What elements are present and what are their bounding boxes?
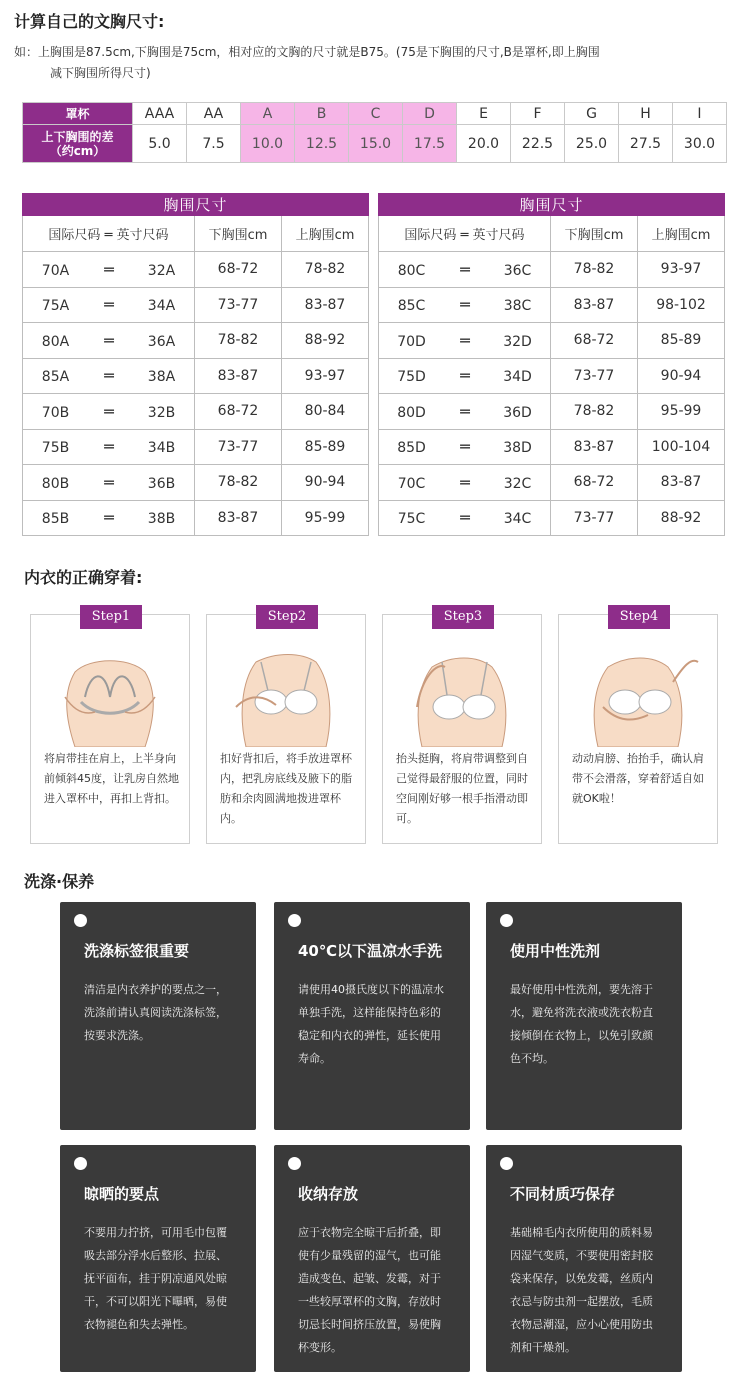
calc-title: 计算自己的文胸尺寸:: [14, 12, 165, 31]
care-card-body: 请使用40摄氏度以下的温凉水单独手洗，这样能保持色彩的稳定和内衣的弹性，延长使用寿命。: [298, 983, 444, 1065]
diff-cell: 22.5: [511, 125, 565, 163]
cup-difference-table: [22, 102, 727, 163]
eq-sign: ═: [460, 437, 469, 457]
inch-size: 38D: [503, 440, 532, 457]
step-badge: Step4: [608, 605, 670, 629]
step4-illustration: [573, 637, 703, 747]
size-row: [23, 323, 369, 359]
care-title: 洗涤·保养: [24, 872, 95, 891]
under-bust-cell: 78-82: [195, 465, 282, 501]
size-row: [23, 358, 369, 394]
bullet-icon: [74, 914, 87, 927]
under-bust-cell: 78-82: [551, 394, 638, 430]
size-table-header: [23, 216, 369, 252]
intl-size: 70C: [397, 475, 426, 492]
diff-cell: 25.0: [565, 125, 619, 163]
under-bust-cell: 68-72: [551, 465, 638, 501]
size-row: [379, 500, 725, 536]
size-intl-inch-cell: [23, 323, 195, 359]
size-table-left: [22, 193, 369, 536]
step-text: 抬头挺胸，将肩带调整到自己觉得最舒服的位置，同时空间刚好够一根手指滑动即可。: [396, 752, 528, 825]
over-bust-cell: 90-94: [282, 465, 369, 501]
diff-row: [23, 125, 727, 163]
step-text: 将肩带挂在肩上，上半身向前倾斜45度，让乳房自然地进入罩杯中，再扣上背扣。: [44, 752, 179, 805]
cup-row: [23, 103, 727, 125]
intl-size: 75A: [41, 298, 70, 315]
size-table-title: 胸围尺寸: [379, 194, 725, 216]
over-bust-cell: 83-87: [282, 287, 369, 323]
size-intl-inch-cell: [379, 465, 551, 501]
intl-size: 80B: [41, 475, 70, 492]
under-bust-cell: 73-77: [551, 358, 638, 394]
intl-size: 85C: [397, 298, 426, 315]
under-bust-cell: 68-72: [195, 394, 282, 430]
step1-illustration: [45, 637, 175, 747]
over-bust-cell: 88-92: [638, 500, 725, 536]
over-bust-cell: 95-99: [638, 394, 725, 430]
col-inch: 英寸尺码: [472, 228, 525, 243]
size-intl-inch-cell: [23, 500, 195, 536]
over-bust-cell: 93-97: [282, 358, 369, 394]
care-card-title: 晾晒的要点: [84, 1185, 160, 1203]
size-row: [23, 394, 369, 430]
col-over: 上胸围cm: [638, 216, 725, 252]
under-bust-cell: 68-72: [195, 252, 282, 288]
size-intl-inch-cell: [379, 394, 551, 430]
bullet-icon: [288, 1157, 301, 1170]
inch-size: 32A: [147, 262, 176, 279]
over-bust-cell: 88-92: [282, 323, 369, 359]
care-card-title: 40℃以下温凉水手洗: [298, 942, 443, 960]
inch-size: 32D: [503, 333, 532, 350]
inch-size: 34A: [147, 298, 176, 315]
under-bust-cell: 83-87: [551, 287, 638, 323]
size-intl-inch-cell: [23, 287, 195, 323]
eq-sign: ═: [104, 437, 113, 457]
inch-size: 36D: [503, 404, 532, 421]
size-row: [379, 465, 725, 501]
diff-label-b: （约cm）: [49, 143, 106, 158]
eq-sign: ═: [104, 401, 113, 421]
eq-sign: ═: [460, 472, 469, 492]
eq-sign: ═: [460, 259, 469, 279]
care-card-title: 使用中性洗剂: [510, 942, 601, 960]
size-row: [379, 394, 725, 430]
diff-cell: 10.0: [241, 125, 295, 163]
intl-size: 75C: [397, 511, 426, 528]
diff-label-a: 上下胸围的差: [41, 129, 114, 144]
size-row: [23, 429, 369, 465]
step-badge: Step3: [432, 605, 494, 629]
intl-size: 80D: [397, 404, 426, 421]
intl-size: 70B: [41, 404, 70, 421]
care-card-body: 不要用力拧挤，可用毛巾包覆吸去部分浮水后整形、拉展、抚平面布，挂于阴凉通风处晾干，不可以阳光下曝晒，易使衣物褪色和失去弹性。: [84, 1226, 227, 1331]
under-bust-cell: 73-77: [551, 500, 638, 536]
eq-sign: ═: [104, 508, 113, 528]
diff-cell: 17.5: [403, 125, 457, 163]
over-bust-cell: 98-102: [638, 287, 725, 323]
under-bust-cell: 78-82: [551, 252, 638, 288]
intl-size: 85D: [397, 440, 426, 457]
size-row: [23, 465, 369, 501]
cup-cell: E: [457, 103, 511, 125]
col-over: 上胸围cm: [282, 216, 369, 252]
step-badge: Step1: [80, 605, 142, 629]
inch-size: 32C: [503, 475, 532, 492]
diff-cell: 20.0: [457, 125, 511, 163]
calc-intro-line1: 如：上胸围是87.5cm,下胸围是75cm，相对应的文胸的尺寸就是B75。(75是下胸围的尺寸,B是罩杯,即上胸围: [14, 45, 600, 59]
cup-cell: D: [403, 103, 457, 125]
over-bust-cell: 85-89: [638, 323, 725, 359]
over-bust-cell: 80-84: [282, 394, 369, 430]
size-intl-inch-cell: [23, 394, 195, 430]
bullet-icon: [500, 1157, 513, 1170]
size-row: [379, 323, 725, 359]
care-card-body: 清洁是内衣养护的要点之一，洗涤前请认真阅读洗涤标签，按要求洗涤。: [84, 983, 227, 1042]
col-intl: 国际尺码: [48, 228, 101, 243]
intl-size: 85A: [41, 369, 70, 386]
size-row: [23, 500, 369, 536]
diff-cell: 15.0: [349, 125, 403, 163]
step-card-4: [558, 609, 718, 844]
cup-cell: H: [619, 103, 673, 125]
diff-cell: 30.0: [673, 125, 727, 163]
step-card-1: [30, 609, 190, 844]
step-text: 扣好背扣后，将手放进罩杯内，把乳房底线及腋下的脂肪和余肉圆满地拨进罩杯内。: [220, 752, 352, 825]
inch-size: 34B: [147, 440, 176, 457]
inch-size: 36B: [147, 475, 176, 492]
inch-size: 32B: [147, 404, 176, 421]
care-card-2: [274, 902, 470, 1130]
care-card-title: 收纳存放: [298, 1185, 359, 1203]
cup-cell: AA: [187, 103, 241, 125]
eq-sign: ═: [104, 228, 113, 243]
bullet-icon: [500, 914, 513, 927]
intl-size: 80C: [397, 262, 426, 279]
over-bust-cell: 78-82: [282, 252, 369, 288]
inch-size: 36A: [147, 333, 176, 350]
step-badge: Step2: [256, 605, 318, 629]
step-card-3: [382, 609, 542, 844]
cup-cell: C: [349, 103, 403, 125]
over-bust-cell: 90-94: [638, 358, 725, 394]
size-row: [379, 252, 725, 288]
over-bust-cell: 100-104: [638, 429, 725, 465]
intl-size: 85B: [41, 511, 70, 528]
under-bust-cell: 68-72: [551, 323, 638, 359]
size-intl-inch-cell: [379, 500, 551, 536]
care-card-4: [60, 1145, 256, 1372]
inch-size: 38B: [147, 511, 176, 528]
bullet-icon: [74, 1157, 87, 1170]
col-inch: 英寸尺码: [116, 228, 169, 243]
eq-sign: ═: [460, 366, 469, 386]
under-bust-cell: 83-87: [195, 358, 282, 394]
step3-illustration: [397, 637, 527, 747]
diff-cell: 5.0: [133, 125, 187, 163]
over-bust-cell: 83-87: [638, 465, 725, 501]
care-card-body: 最好使用中性洗剂，要先溶于水，避免将洗衣液或洗衣粉直接倾倒在衣物上，以免引致颜色不均。: [510, 983, 653, 1065]
under-bust-cell: 73-77: [195, 429, 282, 465]
size-table-right: [378, 193, 725, 536]
eq-sign: ═: [460, 330, 469, 350]
size-table-header: [379, 216, 725, 252]
eq-sign: ═: [460, 228, 469, 243]
inch-size: 38A: [147, 369, 176, 386]
care-card-title: 洗涤标签很重要: [84, 942, 190, 960]
cup-cell: B: [295, 103, 349, 125]
care-card-title: 不同材质巧保存: [510, 1185, 616, 1203]
col-under: 下胸围cm: [551, 216, 638, 252]
cup-cell: I: [673, 103, 727, 125]
size-intl-inch-cell: [23, 465, 195, 501]
intl-size: 70D: [397, 333, 426, 350]
under-bust-cell: 83-87: [195, 500, 282, 536]
diff-row-label: [23, 125, 133, 163]
care-card-1: [60, 902, 256, 1130]
col-intl-inch: [23, 216, 195, 252]
cup-cell: G: [565, 103, 619, 125]
size-row: [379, 287, 725, 323]
diff-cell: 7.5: [187, 125, 241, 163]
eq-sign: ═: [460, 508, 469, 528]
eq-sign: ═: [104, 472, 113, 492]
calc-intro: [14, 42, 744, 84]
care-card-body: 基础棉毛内衣所使用的质料易因湿气变质，不要使用密封胶袋来保存，以免发霉，丝质内衣忌与防虫剂一起摆放，毛质衣物忌潮湿，应小心使用防虫剂和干燥剂。: [510, 1226, 653, 1354]
calc-intro-line2: 减下胸围所得尺寸): [50, 66, 151, 80]
eq-sign: ═: [460, 295, 469, 315]
under-bust-cell: 83-87: [551, 429, 638, 465]
diff-cell: 12.5: [295, 125, 349, 163]
care-card-5: [274, 1145, 470, 1372]
intl-size: 70A: [41, 262, 70, 279]
size-intl-inch-cell: [23, 252, 195, 288]
intl-size: 75B: [41, 440, 70, 457]
size-table-title: 胸围尺寸: [23, 194, 369, 216]
step-text: 动动肩膀、抬抬手，确认肩带不会滑落，穿着舒适自如就OK啦！: [572, 752, 704, 805]
cup-cell: A: [241, 103, 295, 125]
size-intl-inch-cell: [379, 252, 551, 288]
eq-sign: ═: [104, 295, 113, 315]
eq-sign: ═: [104, 366, 113, 386]
size-intl-inch-cell: [379, 323, 551, 359]
bullet-icon: [288, 914, 301, 927]
inch-size: 36C: [503, 262, 532, 279]
eq-sign: ═: [104, 259, 113, 279]
size-row: [23, 287, 369, 323]
step2-illustration: [221, 637, 351, 747]
over-bust-cell: 85-89: [282, 429, 369, 465]
under-bust-cell: 73-77: [195, 287, 282, 323]
care-card-6: [486, 1145, 682, 1372]
intl-size: 75D: [397, 369, 426, 386]
size-row: [379, 358, 725, 394]
cup-row-label: 罩杯: [23, 103, 133, 125]
size-intl-inch-cell: [23, 358, 195, 394]
size-row: [23, 252, 369, 288]
size-intl-inch-cell: [23, 429, 195, 465]
care-card-body: 应于衣物完全晾干后折叠，即使有少量残留的湿气，也可能造成变色、起皱、发霉，对于一些较厚罩杯的文胸，存放时切忌长时间挤压放置，易使胸杯变形。: [298, 1226, 441, 1354]
col-intl: 国际尺码: [404, 228, 457, 243]
diff-cell: 27.5: [619, 125, 673, 163]
col-under: 下胸围cm: [195, 216, 282, 252]
size-intl-inch-cell: [379, 429, 551, 465]
over-bust-cell: 93-97: [638, 252, 725, 288]
inch-size: 38C: [503, 298, 532, 315]
eq-sign: ═: [104, 330, 113, 350]
under-bust-cell: 78-82: [195, 323, 282, 359]
size-intl-inch-cell: [379, 358, 551, 394]
wear-title: 内衣的正确穿着:: [24, 568, 143, 587]
step-card-2: [206, 609, 366, 844]
cup-cell: F: [511, 103, 565, 125]
intl-size: 80A: [41, 333, 70, 350]
eq-sign: ═: [460, 401, 469, 421]
over-bust-cell: 95-99: [282, 500, 369, 536]
size-intl-inch-cell: [379, 287, 551, 323]
inch-size: 34C: [503, 511, 532, 528]
cup-cell: AAA: [133, 103, 187, 125]
inch-size: 34D: [503, 369, 532, 386]
size-row: [379, 429, 725, 465]
care-card-3: [486, 902, 682, 1130]
col-intl-inch: [379, 216, 551, 252]
